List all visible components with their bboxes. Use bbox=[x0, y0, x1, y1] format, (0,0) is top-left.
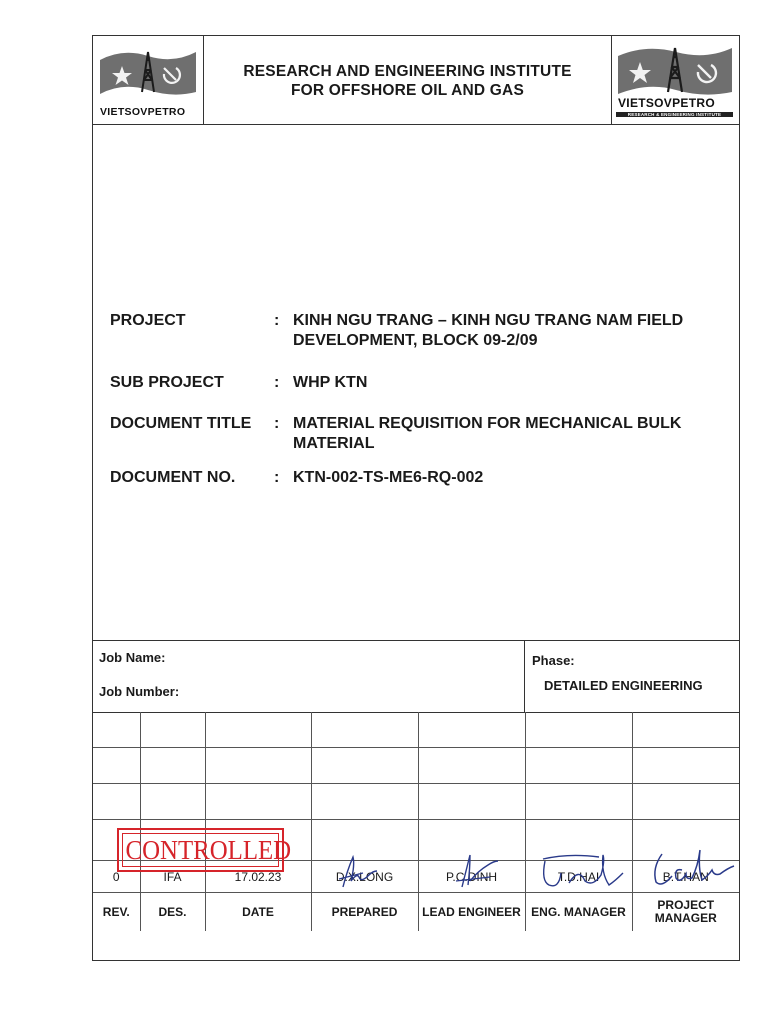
rev-header: REV. bbox=[93, 893, 140, 932]
signature-prepared bbox=[333, 851, 383, 891]
document-number-label: DOCUMENT NO. bbox=[110, 469, 236, 486]
job-number-label: Job Number: bbox=[99, 684, 180, 699]
phase-value: DETAILED ENGINEERING bbox=[544, 678, 703, 693]
revision-header-row bbox=[93, 893, 739, 932]
des-cell: IFA bbox=[140, 861, 205, 893]
document-number-value: KTN-002-TS-ME6-RQ-002 bbox=[293, 469, 484, 486]
logo-left-text: VIETSOVPETRO bbox=[100, 106, 186, 118]
phase-label: Phase: bbox=[532, 653, 575, 668]
table-row bbox=[93, 748, 739, 784]
prepared-cell: D.X.LONG bbox=[311, 861, 418, 893]
logo-right-text: VIETSOVPETRO bbox=[618, 96, 715, 110]
controlled-stamp bbox=[117, 828, 292, 872]
header-row bbox=[93, 36, 739, 125]
table-row bbox=[93, 784, 739, 820]
document-number-row bbox=[93, 468, 739, 490]
logo-left bbox=[93, 36, 204, 124]
colon: : bbox=[274, 374, 280, 391]
date-header: DATE bbox=[205, 893, 311, 932]
des-header: DES. bbox=[140, 893, 205, 932]
institute-title-line1: RESEARCH AND ENGINEERING INSTITUTE bbox=[243, 63, 572, 80]
colon: : bbox=[274, 415, 280, 432]
vietsovpetro-flag-logo-icon bbox=[616, 42, 734, 98]
project-manager-cell: B.T.HAN bbox=[632, 861, 739, 893]
project-value: KINH NGU TRANG – KINH NGU TRANG NAM FIELD DEVELOPMENT, BLOCK 09-2/09 bbox=[293, 312, 684, 349]
job-section bbox=[93, 640, 739, 713]
eng-manager-cell: T.D.HAI bbox=[525, 861, 632, 893]
document-cover-frame bbox=[92, 35, 740, 961]
signature-eng-manager bbox=[539, 851, 629, 893]
document-title-value: MATERIAL REQUISITION FOR MECHANICAL BULK MATERIAL bbox=[293, 415, 682, 452]
revision-table bbox=[93, 712, 739, 931]
job-name-label: Job Name: bbox=[99, 650, 166, 665]
project-label: PROJECT bbox=[110, 312, 186, 329]
date-cell: 17.02.23 bbox=[205, 861, 311, 893]
institute-title bbox=[204, 62, 611, 100]
institute-title-line2: FOR OFFSHORE OIL AND GAS bbox=[290, 82, 524, 99]
document-title-label: DOCUMENT TITLE bbox=[110, 415, 252, 432]
signature-project-manager bbox=[648, 846, 740, 890]
subproject-value: WHP KTN bbox=[293, 374, 368, 391]
prepared-header: PREPARED bbox=[311, 893, 418, 932]
colon: : bbox=[274, 469, 280, 486]
signature-lead-engineer bbox=[448, 851, 503, 891]
logo-right-subtext: RESEARCH & ENGINEERING INSTITUTE bbox=[616, 112, 733, 117]
colon: : bbox=[274, 312, 280, 329]
subproject-row bbox=[93, 373, 739, 395]
document-title-row bbox=[93, 414, 739, 458]
project-manager-header: PROJECT MANAGER bbox=[632, 893, 739, 932]
eng-manager-header: ENG. MANAGER bbox=[525, 893, 632, 932]
subproject-label: SUB PROJECT bbox=[110, 374, 224, 391]
table-row bbox=[93, 712, 739, 748]
lead-engineer-cell: P.C.DINH bbox=[418, 861, 525, 893]
lead-engineer-header: LEAD ENGINEER bbox=[418, 893, 525, 932]
rev-cell: 0 bbox=[93, 861, 140, 893]
logo-right bbox=[611, 36, 739, 124]
vietsovpetro-flag-logo-icon bbox=[98, 44, 198, 102]
divider bbox=[524, 641, 525, 712]
controlled-stamp-text: CONTROLLED bbox=[125, 835, 292, 865]
project-row bbox=[93, 311, 739, 355]
